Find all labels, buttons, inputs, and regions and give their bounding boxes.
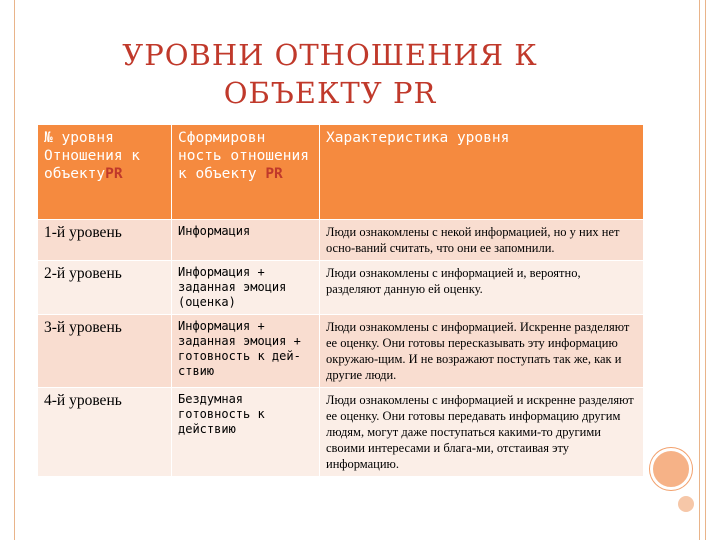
decor-circle-small	[678, 496, 694, 512]
levels-table	[37, 124, 644, 477]
row-formed: Информация	[172, 220, 320, 261]
table-row	[38, 220, 644, 261]
header-level-number	[38, 125, 172, 220]
row-description: Люди ознакомлены с информацией и искренне разделяют ее оценку. Они готовы передавать информацию другим людям, могут даже поступаться какими-то другими своими интересами и блага-ми, отстаивая эту информацию.	[320, 388, 644, 477]
slide-title	[70, 36, 590, 112]
table-header-row	[38, 125, 644, 220]
frame-line-left	[14, 0, 15, 540]
frame-line-right-1	[699, 0, 700, 540]
row-formed: Бездумная готовность к действию	[172, 388, 320, 477]
row-description: Люди ознакомлены с информацией. Искренне разделяют ее оценку. Они готовы пересказывать эту информацию окружаю-щим. И не возражают поступать так же, как и другие люди.	[320, 315, 644, 388]
row-level: 2-й уровень	[38, 261, 172, 315]
row-description: Люди ознакомлены с некой информацией, но у них нет осно-ваний считать, что они ее запомнили.	[320, 220, 644, 261]
header-formedness-accent: PR	[265, 166, 283, 182]
header-level-number-text: № уровня Отношения к объекту	[44, 130, 141, 182]
frame-line-right-2	[705, 0, 706, 540]
table-row	[38, 261, 644, 315]
decor-circle-large	[650, 448, 692, 490]
slide-title-line1: УРОВНИ ОТНОШЕНИЯ К	[122, 38, 538, 72]
header-formedness	[172, 125, 320, 220]
table-row	[38, 388, 644, 477]
header-characteristic	[320, 125, 644, 220]
header-level-number-accent: PR	[105, 166, 123, 182]
row-formed: Информация + заданная эмоция (оценка)	[172, 261, 320, 315]
row-level: 1-й уровень	[38, 220, 172, 261]
header-formedness-text: Сформировн ность отношения к объекту	[178, 130, 309, 182]
header-characteristic-text: Характеристика уровня	[326, 130, 510, 146]
table-row	[38, 315, 644, 388]
slide-title-line2: ОБЪЕКТУ PR	[223, 76, 437, 110]
row-level: 3-й уровень	[38, 315, 172, 388]
row-description: Люди ознакомлены с информацией и, вероятно, разделяют данную ей оценку.	[320, 261, 644, 315]
row-formed: Информация + заданная эмоция + готовность к дей-ствию	[172, 315, 320, 388]
row-level: 4-й уровень	[38, 388, 172, 477]
